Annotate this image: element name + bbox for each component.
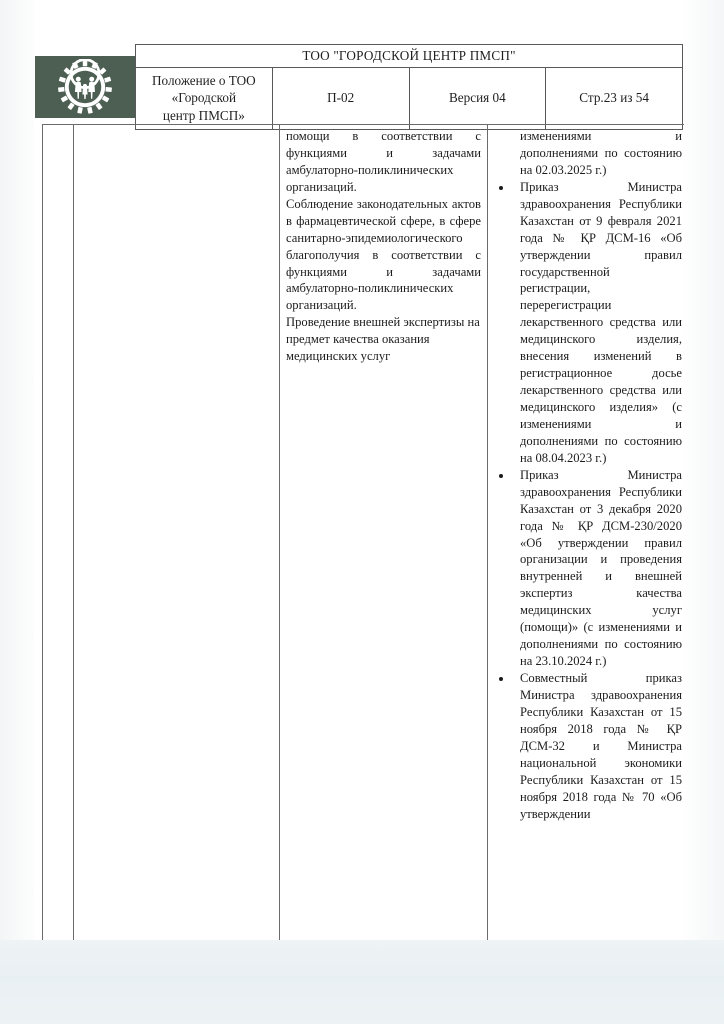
responsibilities-paragraph-2: Соблюдение законодательных актов в фармацевтической сфере, в сфере санитарно-эпидемиологического благополучия в соответствии с функциями и задачами амбулаторно-поликлинических организаций. — [286, 196, 481, 313]
responsibilities-paragraph-3: Проведение внешней экспертизы на предмет качества оказания медицинских услуг — [286, 315, 480, 364]
cell-row-number — [43, 125, 74, 941]
responsibilities-body — [280, 125, 487, 369]
cell-responsibilities — [280, 125, 488, 941]
organization-logo-icon — [35, 56, 135, 118]
document-name-cell — [136, 68, 273, 130]
table-row — [43, 125, 688, 941]
cell-process-name-text — [74, 125, 279, 132]
document-version: Версия 04 — [409, 68, 546, 130]
list-item: Приказ Министра здравоохранения Республики Казахстан от 9 февраля 2021 года № ҚР ДСМ-16 «Об утверждении правил государственной регистрации, перерегистрации лекарственного средства или медицинского изделия, внесения изменений в регистрационное досье лекарственного средства или медицинского изделия» (с изменениями и дополнениями по состоянию на 08.04.2023 г.) — [493, 179, 682, 467]
normative-documents-body — [488, 125, 687, 826]
document-header-table — [35, 44, 683, 130]
document-page-number: Стр.23 из 54 — [546, 68, 683, 130]
list-item: Совместный приказ Министра здравоохранения Республики Казахстан от 15 ноября 2018 года № ҚР ДСМ-32 и Министра национальной экономики Республики Казахстан от 15 ноября 2018 года № 70 «Об утверждении — [493, 670, 682, 822]
content-table — [42, 124, 688, 941]
logo-cell — [35, 45, 136, 130]
list-item-continuation: изменениями и дополнениями по состоянию на 02.03.2025 г.) — [520, 129, 682, 177]
scan-artifact-bottom-edge — [0, 940, 724, 1024]
responsibilities-paragraph-1: помощи в соответствии с функциями и задачами амбулаторно-поликлинических организаций. — [286, 129, 481, 194]
cell-normative-documents — [488, 125, 688, 941]
document-name-line-2: центр ПМСП» — [162, 107, 245, 123]
cell-process-name — [74, 125, 280, 941]
header-row-title — [35, 45, 683, 68]
scan-artifact-right-edge — [684, 0, 724, 940]
document-code: П-02 — [272, 68, 409, 130]
normative-documents-list — [493, 128, 682, 822]
organization-title: ТОО "ГОРОДСКОЙ ЦЕНТР ПМСП" — [136, 45, 683, 68]
list-item: Приказ Министра здравоохранения Республики Казахстан от 3 декабря 2020 года № ҚР ДСМ-230/2020 «Об утверждении правил организации и проведения внутренней и внешней экспертиз качества медицинских услуг (помощи)» (с изменениями и дополнениями по состоянию на 23.10.2024 г.) — [493, 467, 682, 670]
document-name-line-1: Положение о ТОО «Городской — [152, 73, 256, 106]
scan-artifact-left-edge — [0, 0, 34, 940]
cell-row-number-text — [43, 125, 73, 132]
